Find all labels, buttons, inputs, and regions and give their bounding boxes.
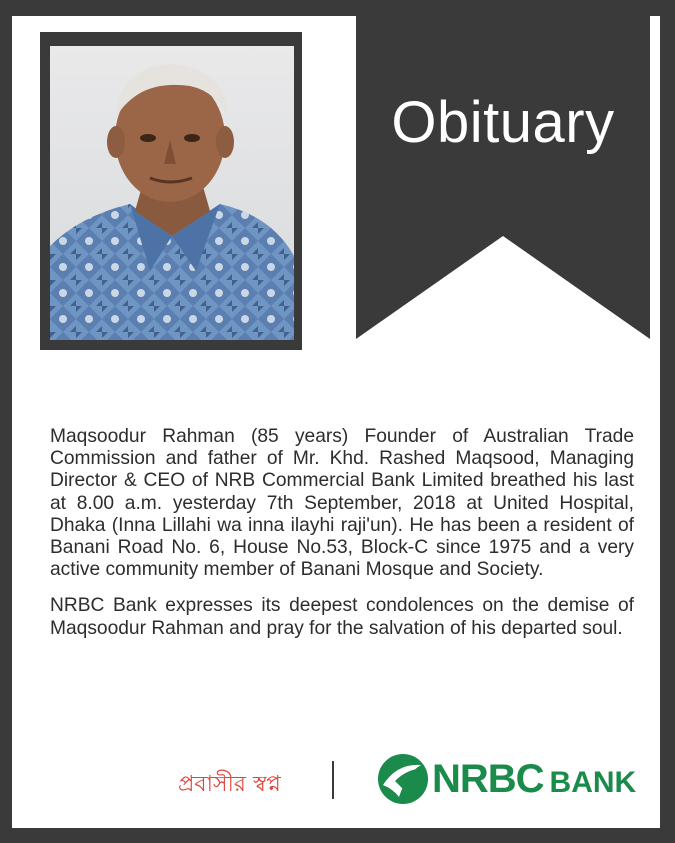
obituary-paragraph-1: Maqsoodur Rahman (85 years) Founder of Australian Trade Commission and father of Mr. Khd. Rashed Maqsood, Managing Director & CEO of NRB Commercial Bank Limited breathed his last at 8.00 a.m. yesterday 7th September, 2018 at United Hospital, Dhaka (Inna Lillahi wa inna ilayhi raji'un). He has been a resident of Banani Road No. 6, House No.53, Block-C since 1975 and a very active community member of Banani Mosque and Society. (50, 426, 634, 581)
obituary-paragraph-2: NRBC Bank expresses its deepest condolences on the demise of Maqsoodur Rahman and pray for the salvation of his departed soul. (50, 595, 634, 639)
obituary-banner (356, 16, 650, 353)
footer-logos (50, 749, 640, 809)
portrait-photo (50, 46, 294, 340)
nrbc-logo-icon (377, 753, 429, 805)
logo-divider (332, 761, 334, 799)
banner-ribbon-shape (356, 16, 650, 353)
portrait-illustration (50, 46, 294, 340)
bengali-tagline: প্রবাসীর স্বপ্ন (178, 772, 281, 797)
photo-frame (40, 32, 302, 350)
nrbc-bank-logo (432, 757, 636, 802)
obituary-card (12, 16, 660, 828)
banner-title: Obituary (391, 90, 615, 155)
nrbc-wordmark: NRBC (432, 757, 544, 801)
bank-wordmark: BANK (549, 766, 637, 799)
obituary-text (50, 426, 634, 654)
